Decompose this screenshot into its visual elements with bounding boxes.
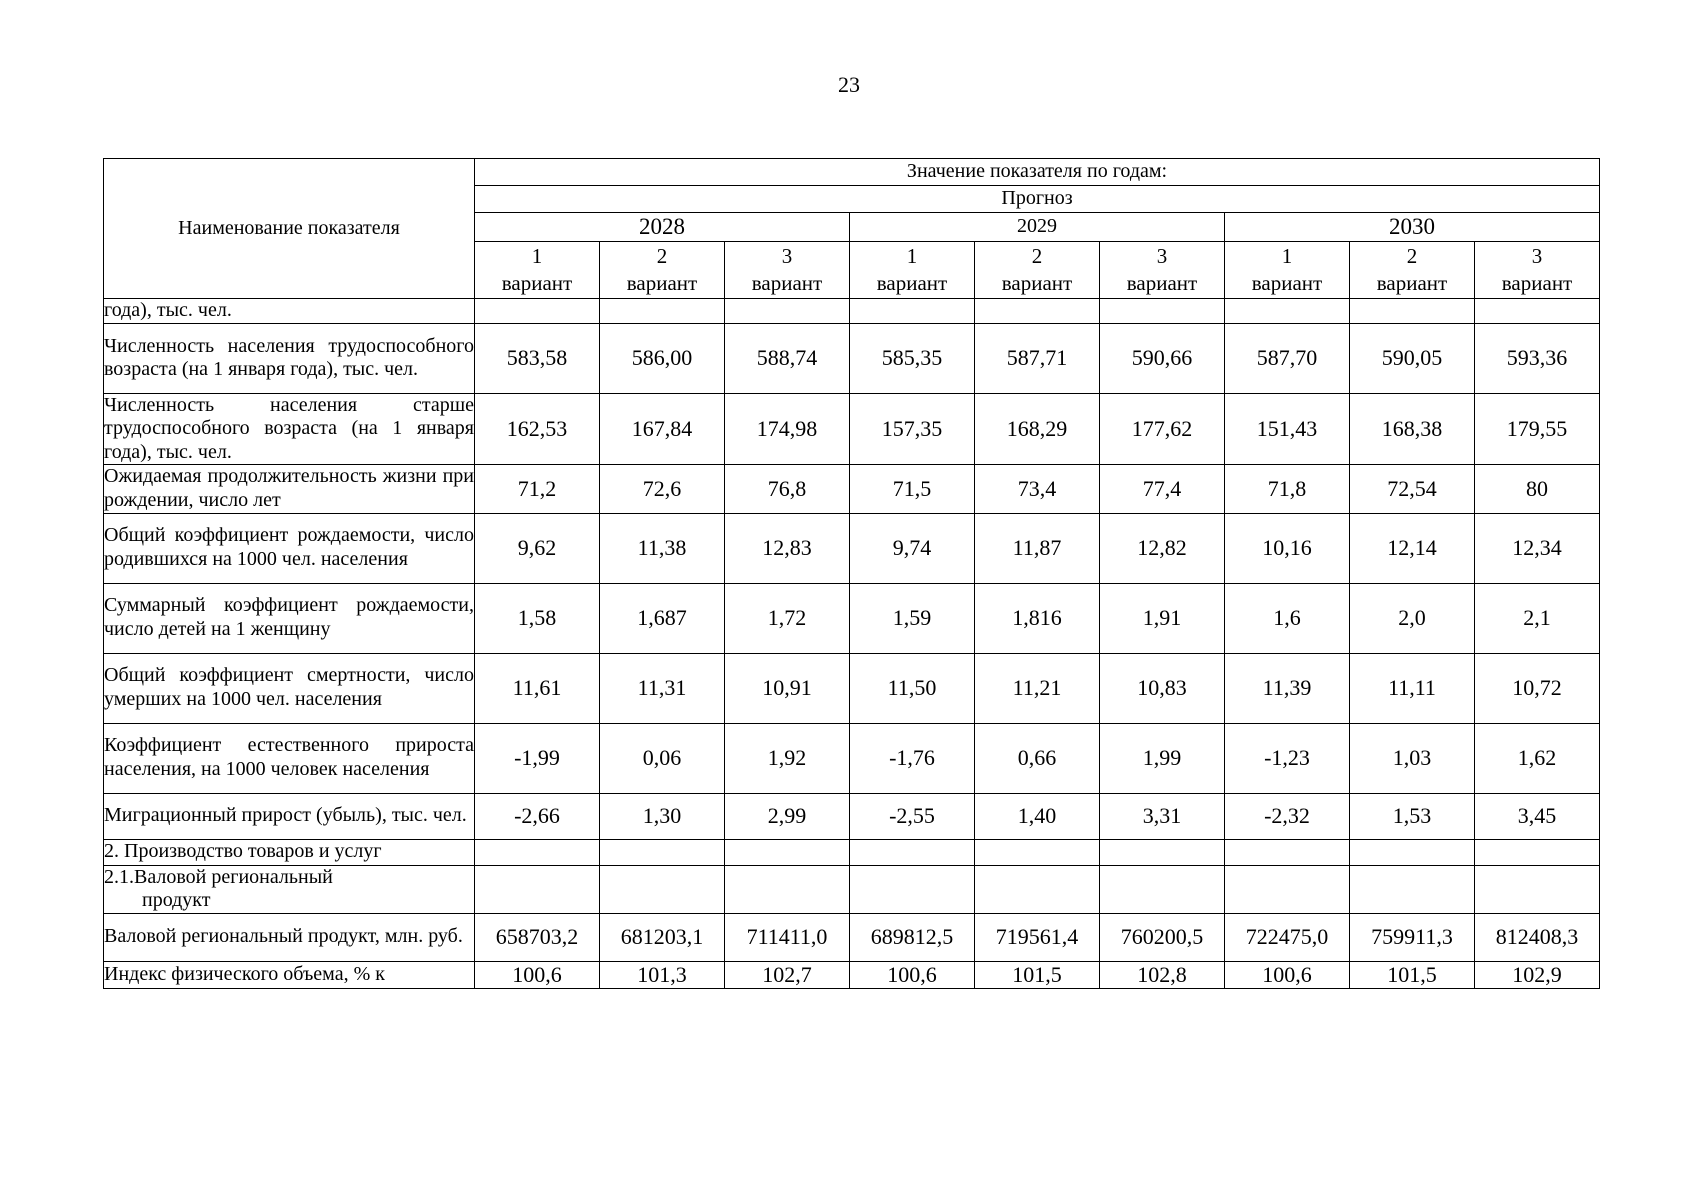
value-cell: 179,55: [1475, 393, 1600, 465]
table-row: [104, 793, 1600, 839]
value-cell: [475, 839, 600, 865]
table-row: [104, 465, 1600, 513]
subsection-title-line: продукт: [142, 889, 211, 912]
value-cell: 12,14: [1350, 513, 1475, 583]
value-cell: 1,03: [1350, 723, 1475, 793]
value-cell: 3,31: [1100, 793, 1225, 839]
value-cell: 583,58: [475, 323, 600, 393]
value-cell: [1225, 839, 1350, 865]
value-cell: 585,35: [850, 323, 975, 393]
indicator-name: года), тыс. чел.: [104, 299, 475, 324]
table-body: [104, 299, 1600, 989]
value-cell: 71,2: [475, 465, 600, 513]
value-cell: 11,11: [1350, 653, 1475, 723]
year-header-2029: 2029: [850, 213, 1225, 242]
value-cell: 12,83: [725, 513, 850, 583]
value-cell: 11,61: [475, 653, 600, 723]
value-cell: [600, 299, 725, 324]
table-row: [104, 513, 1600, 583]
value-cell: 102,9: [1475, 961, 1600, 988]
value-cell: 10,91: [725, 653, 850, 723]
value-cell: [975, 865, 1100, 913]
variant-header: 1 вариант: [475, 242, 600, 299]
forecast-header: Прогноз: [475, 186, 1600, 213]
table-header: [104, 159, 1600, 299]
value-cell: 101,5: [1350, 961, 1475, 988]
value-cell: -2,66: [475, 793, 600, 839]
value-cell: 101,5: [975, 961, 1100, 988]
year-header-2030: 2030: [1225, 213, 1600, 242]
subsection-title: [104, 865, 475, 913]
value-cell: 0,06: [600, 723, 725, 793]
forecast-table: [103, 158, 1600, 989]
value-cell: [1475, 865, 1600, 913]
value-cell: 1,53: [1350, 793, 1475, 839]
value-cell: 71,8: [1225, 465, 1350, 513]
value-cell: 174,98: [725, 393, 850, 465]
value-cell: [600, 865, 725, 913]
table-row: [104, 393, 1600, 465]
value-cell: [1225, 865, 1350, 913]
value-cell: [725, 299, 850, 324]
value-cell: [850, 839, 975, 865]
value-cell: 587,71: [975, 323, 1100, 393]
variant-header: 2 вариант: [600, 242, 725, 299]
value-cell: 12,82: [1100, 513, 1225, 583]
indicator-name: Суммарный коэффициент рождаемости, число детей на 1 женщину: [104, 583, 475, 653]
value-cell: [1100, 865, 1225, 913]
value-cell: 101,3: [600, 961, 725, 988]
value-cell: 100,6: [475, 961, 600, 988]
value-cell: 812408,3: [1475, 913, 1600, 961]
value-cell: 590,05: [1350, 323, 1475, 393]
table-row: [104, 583, 1600, 653]
value-cell: 1,816: [975, 583, 1100, 653]
value-cell: 72,6: [600, 465, 725, 513]
value-cell: 11,31: [600, 653, 725, 723]
value-cell: 722475,0: [1225, 913, 1350, 961]
value-cell: -1,76: [850, 723, 975, 793]
table-row: [104, 299, 1600, 324]
value-cell: 1,91: [1100, 583, 1225, 653]
variant-header: 2 вариант: [1350, 242, 1475, 299]
value-cell: 1,58: [475, 583, 600, 653]
value-cell: [975, 839, 1100, 865]
value-cell: 80: [1475, 465, 1600, 513]
value-cell: 100,6: [1225, 961, 1350, 988]
value-cell: 151,43: [1225, 393, 1350, 465]
value-cell: 9,74: [850, 513, 975, 583]
value-cell: 590,66: [1100, 323, 1225, 393]
indicator-name: Ожидаемая продолжительность жизни при рождении, число лет: [104, 465, 475, 513]
value-cell: 168,29: [975, 393, 1100, 465]
value-cell: [975, 299, 1100, 324]
value-cell: 73,4: [975, 465, 1100, 513]
value-cell: 168,38: [1350, 393, 1475, 465]
value-cell: 1,92: [725, 723, 850, 793]
variant-header: 2 вариант: [975, 242, 1100, 299]
value-cell: 593,36: [1475, 323, 1600, 393]
variant-header: 3 вариант: [1100, 242, 1225, 299]
value-cell: [1350, 839, 1475, 865]
indicator-name: Миграционный прирост (убыль), тыс. чел.: [104, 793, 475, 839]
value-cell: 587,70: [1225, 323, 1350, 393]
value-cell: 177,62: [1100, 393, 1225, 465]
value-cell: [1475, 299, 1600, 324]
value-cell: 2,0: [1350, 583, 1475, 653]
year-header-2028: 2028: [475, 213, 850, 242]
table-row: [104, 913, 1600, 961]
value-cell: 11,39: [1225, 653, 1350, 723]
value-cell: [600, 839, 725, 865]
values-by-year-header: Значение показателя по годам:: [475, 159, 1600, 186]
value-cell: 588,74: [725, 323, 850, 393]
value-cell: 1,62: [1475, 723, 1600, 793]
value-cell: 12,34: [1475, 513, 1600, 583]
value-cell: 3,45: [1475, 793, 1600, 839]
value-cell: 1,687: [600, 583, 725, 653]
table-row: [104, 723, 1600, 793]
value-cell: 11,50: [850, 653, 975, 723]
value-cell: 162,53: [475, 393, 600, 465]
value-cell: 10,16: [1225, 513, 1350, 583]
value-cell: [725, 865, 850, 913]
table-row: [104, 323, 1600, 393]
value-cell: 10,72: [1475, 653, 1600, 723]
value-cell: [725, 839, 850, 865]
value-cell: 1,6: [1225, 583, 1350, 653]
subsection-title-line: 2.1.Валовой региональный: [104, 865, 333, 888]
value-cell: 76,8: [725, 465, 850, 513]
value-cell: [850, 865, 975, 913]
value-cell: 71,5: [850, 465, 975, 513]
value-cell: 102,7: [725, 961, 850, 988]
value-cell: 100,6: [850, 961, 975, 988]
table-row: [104, 961, 1600, 988]
table-row: [104, 839, 1600, 865]
value-cell: 760200,5: [1100, 913, 1225, 961]
value-cell: 759911,3: [1350, 913, 1475, 961]
value-cell: [475, 865, 600, 913]
value-cell: 1,59: [850, 583, 975, 653]
value-cell: [1100, 299, 1225, 324]
value-cell: 711411,0: [725, 913, 850, 961]
value-cell: -1,99: [475, 723, 600, 793]
value-cell: [1350, 865, 1475, 913]
value-cell: 10,83: [1100, 653, 1225, 723]
value-cell: 658703,2: [475, 913, 600, 961]
value-cell: 1,40: [975, 793, 1100, 839]
value-cell: 157,35: [850, 393, 975, 465]
value-cell: -2,32: [1225, 793, 1350, 839]
indicator-name-header: Наименование показателя: [104, 159, 475, 299]
value-cell: 1,99: [1100, 723, 1225, 793]
value-cell: 1,30: [600, 793, 725, 839]
indicator-name: Общий коэффициент смертности, число умерших на 1000 чел. населения: [104, 653, 475, 723]
value-cell: [475, 299, 600, 324]
value-cell: 2,99: [725, 793, 850, 839]
value-cell: 167,84: [600, 393, 725, 465]
value-cell: -1,23: [1225, 723, 1350, 793]
indicator-name: Численность населения старше трудоспособного возраста (на 1 января года), тыс. чел.: [104, 393, 475, 465]
value-cell: 586,00: [600, 323, 725, 393]
table-row: [104, 653, 1600, 723]
value-cell: [1350, 299, 1475, 324]
value-cell: [850, 299, 975, 324]
indicator-name: Валовой региональный продукт, млн. руб.: [104, 913, 475, 961]
value-cell: 681203,1: [600, 913, 725, 961]
section-title: 2. Производство товаров и услуг: [104, 839, 475, 865]
value-cell: -2,55: [850, 793, 975, 839]
indicator-name: Индекс физического объема, % к: [104, 961, 475, 988]
indicator-name: Общий коэффициент рождаемости, число родившихся на 1000 чел. населения: [104, 513, 475, 583]
value-cell: 0,66: [975, 723, 1100, 793]
value-cell: 102,8: [1100, 961, 1225, 988]
page-number: 23: [838, 72, 860, 97]
indicator-name: Коэффициент естественного прироста населения, на 1000 человек населения: [104, 723, 475, 793]
value-cell: 77,4: [1100, 465, 1225, 513]
value-cell: [1100, 839, 1225, 865]
value-cell: 9,62: [475, 513, 600, 583]
value-cell: 1,72: [725, 583, 850, 653]
variant-header: 3 вариант: [725, 242, 850, 299]
value-cell: [1225, 299, 1350, 324]
value-cell: 2,1: [1475, 583, 1600, 653]
value-cell: 689812,5: [850, 913, 975, 961]
variant-header: 3 вариант: [1475, 242, 1600, 299]
value-cell: 11,38: [600, 513, 725, 583]
variant-header: 1 вариант: [1225, 242, 1350, 299]
indicator-name: Численность населения трудоспособного возраста (на 1 января года), тыс. чел.: [104, 323, 475, 393]
value-cell: 11,21: [975, 653, 1100, 723]
value-cell: 72,54: [1350, 465, 1475, 513]
value-cell: [1475, 839, 1600, 865]
value-cell: 11,87: [975, 513, 1100, 583]
value-cell: 719561,4: [975, 913, 1100, 961]
table-row: [104, 865, 1600, 913]
variant-header: 1 вариант: [850, 242, 975, 299]
